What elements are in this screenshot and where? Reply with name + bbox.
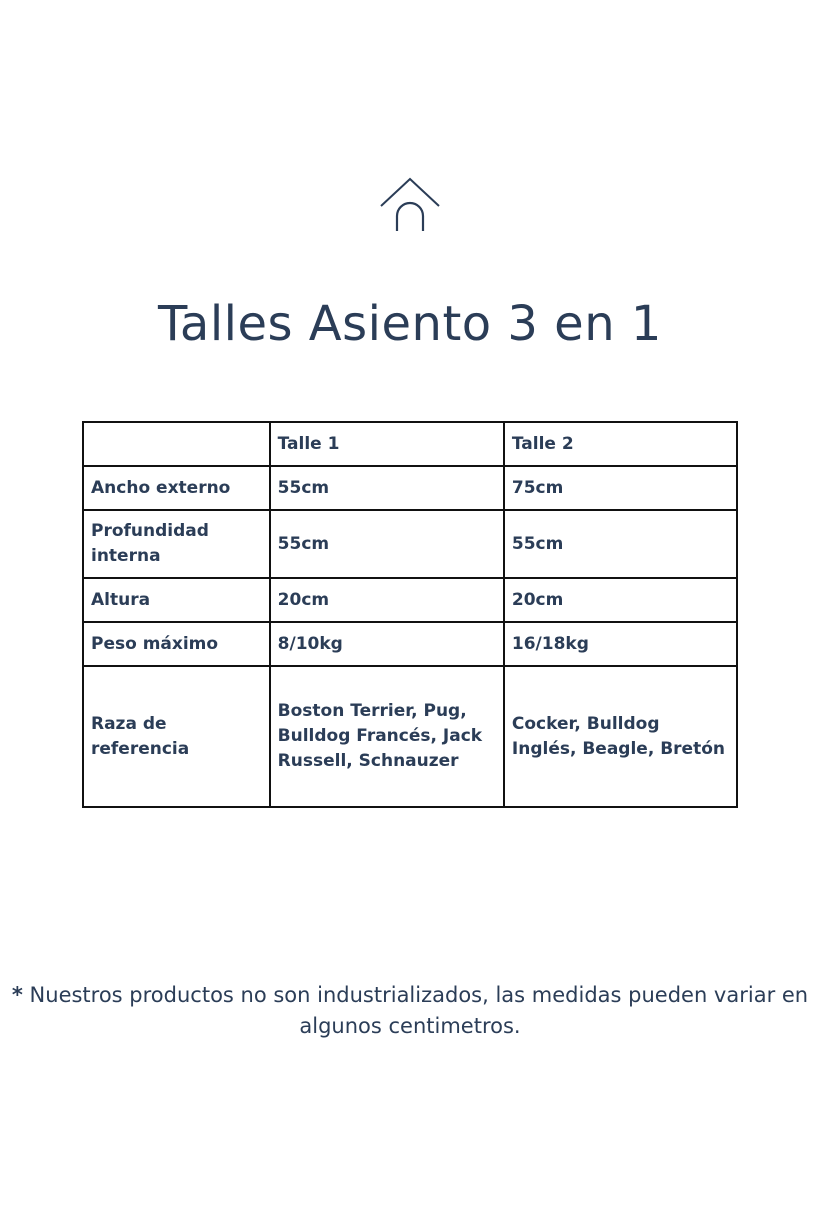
talle-2-value: 20cm	[504, 578, 737, 622]
disclaimer-text: Nuestros productos no son industrializados, las medidas pueden variar en algunos centimetros.	[29, 983, 809, 1038]
talle-2-value: 16/18kg	[504, 622, 737, 666]
talle-2-value: Cocker, Bulldog Inglés, Beagle, Bretón	[504, 666, 737, 807]
talle-1-value: Boston Terrier, Pug, Bulldog Francés, Jack Russell, Schnauzer	[270, 666, 504, 807]
talle-2-value: 75cm	[504, 466, 737, 510]
talle-2-value: 55cm	[504, 510, 737, 578]
header-cell-empty	[83, 422, 270, 466]
doghouse-icon	[378, 176, 442, 234]
table-row	[83, 578, 737, 622]
table-header-row	[83, 422, 737, 466]
row-label: Raza de referencia	[83, 666, 270, 807]
row-label: Peso máximo	[83, 622, 270, 666]
page-title: Talles Asiento 3 en 1	[158, 296, 662, 352]
talle-1-value: 55cm	[270, 466, 504, 510]
table-row	[83, 622, 737, 666]
asterisk-marker: *	[11, 983, 23, 1007]
disclaimer-note	[0, 980, 820, 1042]
row-label: Profundidad interna	[83, 510, 270, 578]
size-table	[82, 421, 738, 808]
row-label: Altura	[83, 578, 270, 622]
header-cell-talle-2: Talle 2	[504, 422, 737, 466]
talle-1-value: 20cm	[270, 578, 504, 622]
talle-1-value: 55cm	[270, 510, 504, 578]
header-cell-talle-1: Talle 1	[270, 422, 504, 466]
table-row	[83, 666, 737, 807]
table-row	[83, 466, 737, 510]
table-row	[83, 510, 737, 578]
talle-1-value: 8/10kg	[270, 622, 504, 666]
row-label: Ancho externo	[83, 466, 270, 510]
